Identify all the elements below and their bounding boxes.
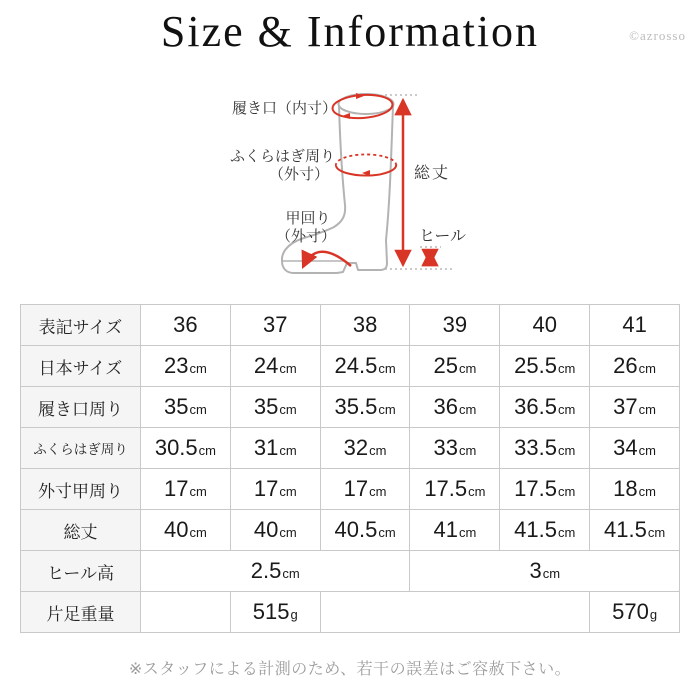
opening-label: 履き口（内寸） (231, 100, 337, 117)
cell-unit: cm (279, 402, 297, 417)
table-row (21, 346, 680, 387)
table-cell (410, 387, 500, 428)
table-cell (410, 428, 500, 469)
table-cell (410, 305, 500, 346)
calf-label-line1: ふくらはぎ周り (229, 148, 335, 165)
table-cell (320, 387, 410, 428)
row-header: 片足重量 (21, 592, 141, 633)
table-cell (320, 428, 410, 469)
cell-unit: cm (638, 361, 656, 376)
table-cell (590, 469, 680, 510)
table-cell (590, 305, 680, 346)
cell-unit: cm (458, 361, 477, 376)
cell-unit: cm (638, 484, 656, 499)
table-cell (410, 510, 500, 551)
cell-unit: cm (378, 402, 396, 417)
cell-unit: cm (189, 402, 207, 417)
cell-value: 39 (442, 312, 468, 337)
table-row (21, 428, 680, 469)
table-cell (500, 346, 590, 387)
table-cell (141, 346, 231, 387)
table-cell (410, 346, 500, 387)
size-table (20, 304, 680, 633)
cell-value: 25 (433, 353, 458, 378)
table-cell (320, 346, 410, 387)
cell-value: 40 (253, 517, 279, 542)
row-header: ヒール高 (21, 551, 141, 592)
table-cell (410, 551, 680, 592)
cell-value: 570 (612, 599, 649, 624)
cell-value: 40 (164, 517, 189, 542)
table-cell (320, 510, 410, 551)
table-cell (500, 469, 590, 510)
row-header: 総丈 (21, 510, 141, 551)
table-cell (141, 469, 231, 510)
cell-value: 25.5 (514, 353, 557, 378)
total-length-label: 総丈 (414, 165, 451, 182)
table-row (21, 387, 680, 428)
table-cell (500, 387, 590, 428)
cell-unit: cm (557, 361, 576, 376)
row-header: 日本サイズ (21, 346, 141, 387)
measurement-disclaimer: ※スタッフによる計測のため、若干の誤差はご容赦下さい。 (128, 661, 572, 678)
cell-unit: cm (638, 402, 656, 417)
cell-value: 17.5 (514, 476, 557, 501)
cell-value: 33 (433, 435, 458, 460)
table-cell (141, 305, 231, 346)
cell-value: 36.5 (514, 394, 557, 419)
cell-value: 31 (253, 435, 279, 460)
cell-value: 17.5 (424, 476, 468, 501)
cell-unit: cm (279, 525, 297, 540)
cell-value: 24.5 (334, 353, 378, 378)
page-title: Size & Information (160, 7, 540, 56)
size-table-body (21, 305, 680, 633)
cell-value: 41 (433, 517, 458, 542)
table-cell (590, 510, 680, 551)
boot-outline (282, 94, 394, 273)
brand-watermark: ©azrosso (629, 28, 686, 43)
cell-value: 17 (343, 476, 369, 501)
cell-value: 36 (433, 394, 458, 419)
cell-unit: cm (557, 443, 576, 458)
table-cell (590, 387, 680, 428)
boot-measurement-diagram (0, 80, 700, 295)
cell-value: 3 (529, 558, 542, 583)
table-cell (500, 510, 590, 551)
table-cell (410, 469, 500, 510)
cell-value: 26 (613, 353, 638, 378)
table-cell (230, 510, 320, 551)
cell-value: 35 (164, 394, 189, 419)
table-row (21, 305, 680, 346)
row-header: 外寸甲周り (21, 469, 141, 510)
row-header: 表記サイズ (21, 305, 141, 346)
heel-label: ヒール (419, 228, 467, 245)
cell-unit: cm (282, 566, 300, 581)
cell-unit: cm (279, 361, 297, 376)
cell-unit: cm (369, 484, 387, 499)
cell-unit: cm (458, 402, 477, 417)
cell-unit: cm (557, 402, 576, 417)
row-header: ふくらはぎ周り (21, 428, 141, 469)
table-cell (320, 305, 410, 346)
cell-unit: cm (468, 484, 486, 499)
cell-value: 30.5 (154, 435, 198, 460)
cell-unit: cm (279, 484, 297, 499)
cell-unit: cm (378, 361, 396, 376)
cell-unit: cm (189, 361, 207, 376)
cell-value: 35 (253, 394, 279, 419)
cell-value: 41.5 (514, 517, 557, 542)
cell-value: 24 (253, 353, 279, 378)
table-cell (141, 510, 231, 551)
table-cell (141, 551, 410, 592)
cell-unit: cm (189, 484, 207, 499)
cell-unit: cm (369, 443, 387, 458)
table-cell (230, 387, 320, 428)
instep-label-line1: 甲回り (285, 210, 331, 227)
cell-unit: cm (458, 525, 477, 540)
cell-value: 40 (532, 312, 557, 337)
table-row (21, 469, 680, 510)
cell-unit: cm (647, 525, 666, 540)
table-cell (141, 592, 231, 633)
cell-value: 33.5 (514, 435, 557, 460)
table-cell (590, 428, 680, 469)
cell-unit: cm (458, 443, 477, 458)
cell-value: 41 (622, 312, 647, 337)
cell-unit: cm (638, 443, 656, 458)
instep-label-line2: （外寸） (275, 228, 337, 245)
cell-value: 41.5 (603, 517, 647, 542)
cell-value: 2.5 (250, 558, 282, 583)
cell-unit: cm (542, 566, 561, 581)
cell-value: 515 (252, 599, 290, 624)
table-row (21, 510, 680, 551)
cell-unit: cm (557, 525, 576, 540)
cell-value: 18 (613, 476, 638, 501)
table-row (21, 592, 680, 633)
table-cell (590, 346, 680, 387)
table-cell (230, 469, 320, 510)
cell-unit: cm (557, 484, 576, 499)
row-header: 履き口周り (21, 387, 141, 428)
cell-value: 17 (164, 476, 189, 501)
cell-value: 17 (253, 476, 279, 501)
cell-unit: cm (198, 443, 216, 458)
table-cell (141, 387, 231, 428)
table-cell (320, 592, 589, 633)
cell-value: 36 (173, 312, 198, 337)
cell-unit: cm (378, 525, 396, 540)
table-cell (230, 346, 320, 387)
cell-unit: g (290, 607, 298, 622)
cell-value: 32 (343, 435, 369, 460)
cell-value: 23 (164, 353, 189, 378)
table-cell (141, 428, 231, 469)
table-cell (590, 592, 680, 633)
table-cell (230, 305, 320, 346)
table-row (21, 551, 680, 592)
calf-label-line2: （外寸） (268, 166, 329, 183)
cell-value: 40.5 (334, 517, 378, 542)
cell-value: 38 (352, 312, 378, 337)
table-cell (500, 428, 590, 469)
cell-value: 35.5 (334, 394, 378, 419)
table-cell (500, 305, 590, 346)
cell-value: 37 (613, 394, 638, 419)
cell-unit: cm (279, 443, 297, 458)
cell-unit: g (649, 607, 658, 622)
table-cell (320, 469, 410, 510)
table-cell (230, 428, 320, 469)
cell-value: 34 (613, 435, 638, 460)
table-cell (230, 592, 320, 633)
cell-unit: cm (189, 525, 207, 540)
cell-value: 37 (263, 312, 288, 337)
